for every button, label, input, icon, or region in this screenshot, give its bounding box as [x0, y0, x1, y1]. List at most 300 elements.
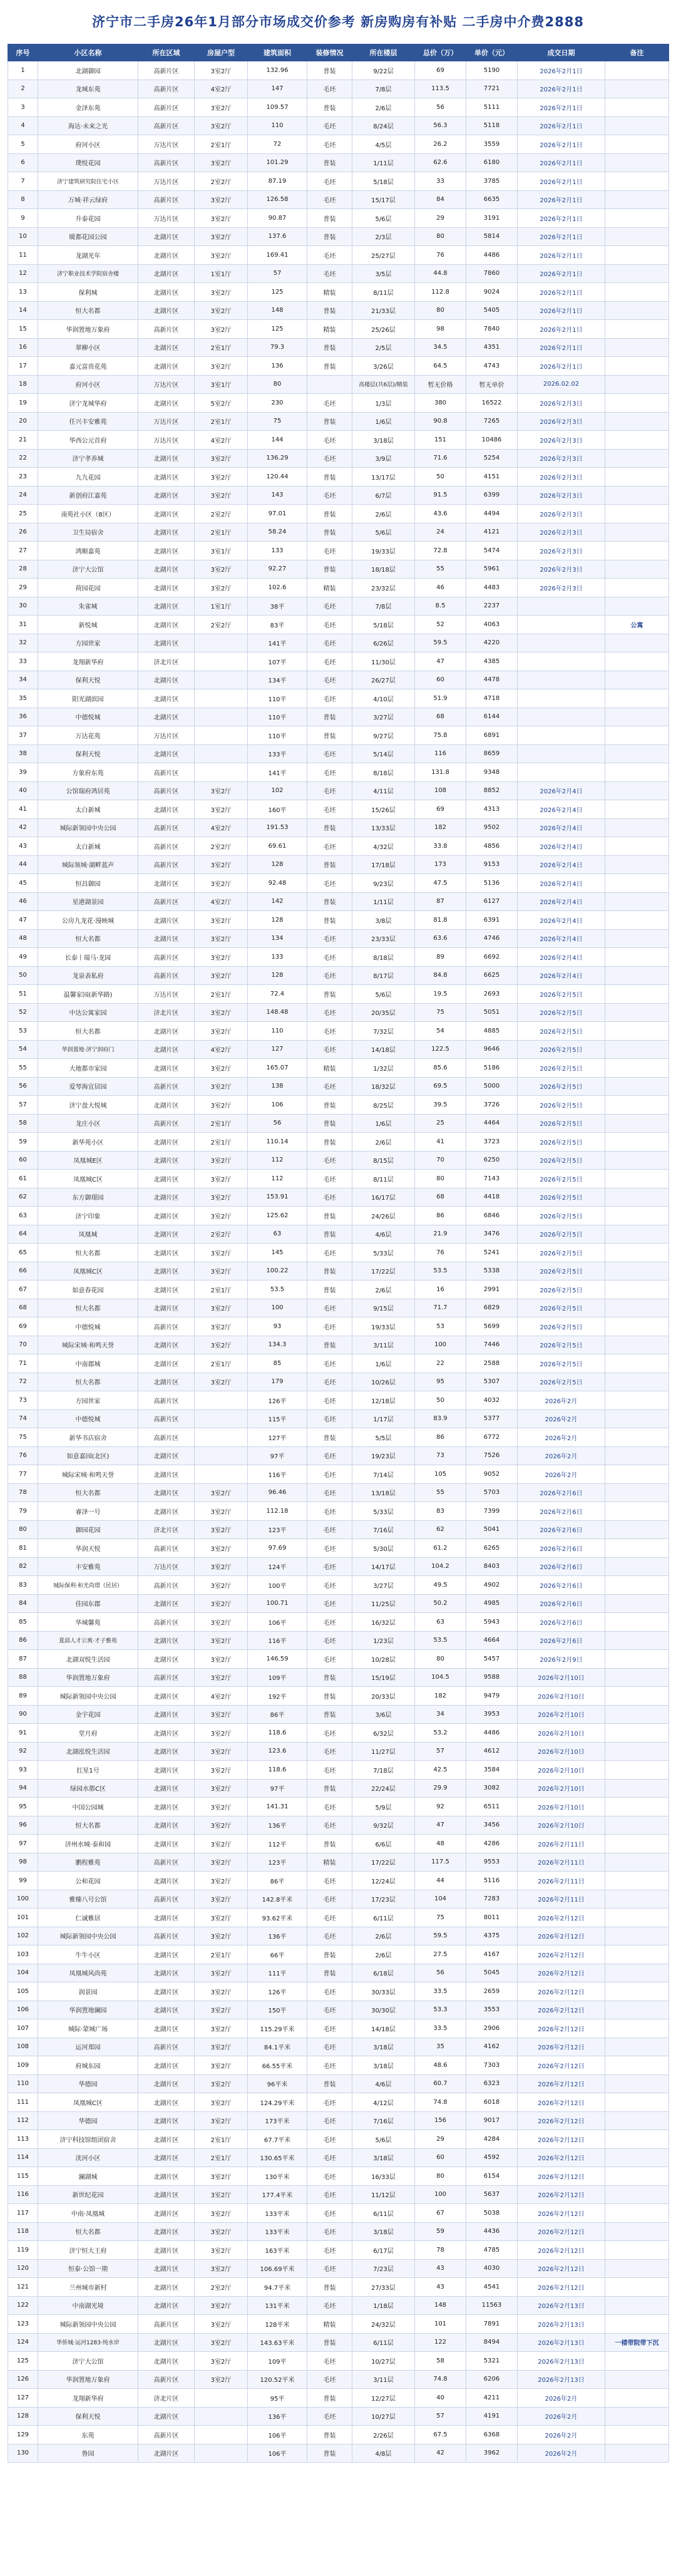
cell-index: 31 — [8, 616, 38, 634]
cell-unit-price: 4375 — [466, 1927, 518, 1945]
cell-deal-date: 2026年2月5日 — [518, 1299, 605, 1317]
cell-district: 北湖片区 — [138, 874, 195, 893]
cell-index: 21 — [8, 431, 38, 450]
cell-decoration: 毛坯 — [307, 1317, 352, 1336]
cell-floor: 3/27层 — [352, 1576, 415, 1595]
cell-area: 133 — [248, 948, 307, 967]
cell-district: 高新片区 — [138, 1927, 195, 1945]
cell-deal-date: 2026.02.02 — [518, 375, 605, 394]
cell-index: 92 — [8, 1742, 38, 1761]
cell-area: 57 — [248, 264, 307, 283]
cell-total-price: 98 — [415, 320, 466, 339]
cell-district: 高新片区 — [138, 80, 195, 98]
cell-district: 北湖片区 — [138, 2001, 195, 2019]
table-row — [8, 1982, 669, 2001]
cell-district: 高新片区 — [138, 1576, 195, 1595]
cell-decoration: 毛坯 — [307, 1022, 352, 1041]
cell-deal-date — [518, 763, 605, 782]
cell-unit-price: 5307 — [466, 1373, 518, 1391]
cell-index: 12 — [8, 264, 38, 283]
cell-district: 北湖片区 — [138, 246, 195, 265]
table-row — [8, 301, 669, 320]
cell-deal-date: 2026年2月10日 — [518, 1761, 605, 1780]
cell-remark — [605, 1225, 669, 1244]
cell-total-price: 72.8 — [415, 542, 466, 560]
cell-unit-price: 5116 — [466, 1872, 518, 1890]
cell-layout — [195, 1409, 248, 1428]
cell-district: 北湖片区 — [138, 1742, 195, 1761]
cell-unit-price: 2693 — [466, 985, 518, 1004]
cell-total-price: 54 — [415, 1022, 466, 1041]
cell-total-price: 59.5 — [415, 1927, 466, 1945]
cell-district: 高新片区 — [138, 892, 195, 911]
cell-district: 北湖片区 — [138, 671, 195, 689]
cell-community: 中南·凤凰城 — [38, 2204, 138, 2223]
cell-remark — [605, 781, 669, 800]
cell-floor: 8/18层 — [352, 763, 415, 782]
cell-community: 华德园 — [38, 2074, 138, 2093]
cell-community: 鲁园 — [38, 2444, 138, 2463]
cell-deal-date: 2026年2月10日 — [518, 1724, 605, 1743]
cell-deal-date — [518, 689, 605, 708]
table-row — [8, 800, 669, 819]
cell-area: 110平 — [248, 726, 307, 745]
table-row — [8, 634, 669, 652]
cell-district: 北湖片区 — [138, 1225, 195, 1244]
cell-district: 北湖片区 — [138, 616, 195, 634]
cell-index: 11 — [8, 246, 38, 265]
cell-total-price: 58 — [415, 2352, 466, 2371]
cell-unit-price: 4478 — [466, 671, 518, 689]
cell-community: 济宁龙城华府 — [38, 394, 138, 413]
cell-community: 龙城东苑 — [38, 80, 138, 98]
cell-community: 府河小区 — [38, 135, 138, 154]
cell-community: 暖都花园公园 — [38, 227, 138, 246]
cell-deal-date: 2026年2月5日 — [518, 1151, 605, 1170]
cell-total-price: 68 — [415, 1188, 466, 1207]
cell-index: 101 — [8, 1909, 38, 1927]
cell-index: 38 — [8, 744, 38, 763]
cell-area: 110平 — [248, 708, 307, 726]
cell-index: 55 — [8, 1059, 38, 1078]
cell-district: 济北片区 — [138, 2389, 195, 2408]
table-row — [8, 966, 669, 985]
cell-total-price: 48.6 — [415, 2056, 466, 2075]
cell-unit-price: 3785 — [466, 172, 518, 191]
cell-layout: 3室2厅 — [195, 1151, 248, 1170]
cell-index: 9 — [8, 209, 38, 228]
cell-area: 136平 — [248, 2407, 307, 2426]
cell-total-price: 83.9 — [415, 1409, 466, 1428]
cell-decoration: 毛坯 — [307, 1151, 352, 1170]
cell-layout: 2室1厅 — [195, 338, 248, 357]
cell-decoration: 毛坯 — [307, 2407, 352, 2426]
cell-decoration: 毛坯 — [307, 2038, 352, 2056]
cell-decoration: 普装 — [307, 301, 352, 320]
cell-layout: 3室2厅 — [195, 781, 248, 800]
cell-index: 54 — [8, 1040, 38, 1059]
cell-area: 141.31 — [248, 1798, 307, 1816]
cell-index: 107 — [8, 2019, 38, 2038]
cell-remark — [605, 2444, 669, 2463]
cell-unit-price: 5241 — [466, 1244, 518, 1262]
cell-layout: 3室2厅 — [195, 301, 248, 320]
cell-remark — [605, 2111, 669, 2130]
cell-decoration: 毛坯 — [307, 2370, 352, 2389]
table-row — [8, 2426, 669, 2445]
cell-floor: 27/33层 — [352, 2278, 415, 2297]
cell-layout: 3室2厅 — [195, 1317, 248, 1336]
cell-unit-price: 5186 — [466, 1059, 518, 1078]
cell-remark — [605, 855, 669, 874]
cell-floor: 8/24层 — [352, 116, 415, 135]
cell-remark — [605, 1428, 669, 1447]
cell-district: 万达片区 — [138, 375, 195, 394]
table-row — [8, 1114, 669, 1133]
cell-community: 九九花园 — [38, 468, 138, 487]
cell-community: 雅臻八号公馆 — [38, 1890, 138, 1909]
cell-area: 85 — [248, 1354, 307, 1373]
cell-index: 116 — [8, 2185, 38, 2204]
cell-area: 115平 — [248, 1409, 307, 1428]
cell-district: 北湖片区 — [138, 227, 195, 246]
cell-floor: 19/23层 — [352, 1446, 415, 1465]
cell-decoration: 毛坯 — [307, 431, 352, 450]
cell-floor: 4/8层 — [352, 2444, 415, 2463]
cell-decoration: 毛坯 — [307, 616, 352, 634]
cell-deal-date: 2026年2月5日 — [518, 1170, 605, 1188]
cell-index: 110 — [8, 2074, 38, 2093]
cell-area: 58.24 — [248, 523, 307, 542]
cell-total-price: 380 — [415, 394, 466, 413]
cell-deal-date: 2026年2月 — [518, 1465, 605, 1484]
cell-layout: 3室2厅 — [195, 283, 248, 302]
cell-area: 66.55平米 — [248, 2056, 307, 2075]
cell-decoration: 毛坯 — [307, 264, 352, 283]
cell-area: 100平 — [248, 1576, 307, 1595]
cell-index: 115 — [8, 2167, 38, 2186]
cell-unit-price: 7721 — [466, 80, 518, 98]
cell-floor: 10/26层 — [352, 1373, 415, 1391]
cell-floor: 9/22层 — [352, 61, 415, 80]
cell-district: 北湖片区 — [138, 2444, 195, 2463]
cell-decoration: 毛坯 — [307, 1576, 352, 1595]
cell-deal-date: 2026年2月1日 — [518, 264, 605, 283]
cell-deal-date: 2026年2月4日 — [518, 874, 605, 893]
cell-area: 112.18 — [248, 1502, 307, 1521]
cell-area: 112 — [248, 1151, 307, 1170]
cell-deal-date: 2026年2月11日 — [518, 1853, 605, 1872]
cell-deal-date: 2026年2月5日 — [518, 1022, 605, 1041]
cell-index: 27 — [8, 542, 38, 560]
transaction-table — [8, 44, 669, 2463]
table-body — [8, 61, 669, 2463]
cell-unit-price: 7840 — [466, 320, 518, 339]
cell-unit-price: 6154 — [466, 2167, 518, 2186]
cell-district: 万达片区 — [138, 1557, 195, 1576]
cell-decoration: 毛坯 — [307, 1890, 352, 1909]
cell-community: 华城馨苑 — [38, 1613, 138, 1632]
table-row — [8, 468, 669, 487]
cell-decoration: 毛坯 — [307, 1520, 352, 1539]
cell-layout: 3室2厅 — [195, 1336, 248, 1354]
cell-remark — [605, 1502, 669, 1521]
cell-unit-price: 5699 — [466, 1317, 518, 1336]
cell-index: 46 — [8, 892, 38, 911]
cell-district: 高新片区 — [138, 1428, 195, 1447]
cell-remark — [605, 1890, 669, 1909]
cell-district: 高新片区 — [138, 116, 195, 135]
cell-layout: 3室2厅 — [195, 1244, 248, 1262]
cell-unit-price: 6692 — [466, 948, 518, 967]
cell-deal-date: 2026年2月6日 — [518, 1576, 605, 1595]
cell-total-price: 78 — [415, 2241, 466, 2260]
cell-remark — [605, 1040, 669, 1059]
cell-deal-date: 2026年2月1日 — [518, 61, 605, 80]
cell-unit-price: 3953 — [466, 1705, 518, 1724]
cell-floor: 5/6层 — [352, 209, 415, 228]
cell-area: 126平 — [248, 1982, 307, 2001]
cell-index: 44 — [8, 855, 38, 874]
cell-district: 高新片区 — [138, 1409, 195, 1428]
cell-unit-price: 9052 — [466, 1465, 518, 1484]
cell-deal-date: 2026年2月5日 — [518, 1040, 605, 1059]
cell-total-price: 104.2 — [415, 1557, 466, 1576]
cell-floor: 5/14层 — [352, 744, 415, 763]
cell-area: 106.69平米 — [248, 2259, 307, 2278]
cell-layout: 3室2厅 — [195, 1299, 248, 1317]
cell-district: 高新片区 — [138, 818, 195, 837]
table-row — [8, 2241, 669, 2260]
cell-deal-date: 2026年2月5日 — [518, 985, 605, 1004]
cell-community: 济宁建筑研究院住宅小区 — [38, 172, 138, 191]
cell-community: 恒昌御园 — [38, 874, 138, 893]
cell-district: 北湖片区 — [138, 1835, 195, 1853]
cell-area: 96平米 — [248, 2074, 307, 2093]
cell-area: 127平 — [248, 1428, 307, 1447]
cell-index: 87 — [8, 1650, 38, 1669]
cell-layout: 3室2厅 — [195, 468, 248, 487]
cell-decoration: 普装 — [307, 1207, 352, 1225]
cell-total-price: 26.2 — [415, 135, 466, 154]
cell-total-price: 80 — [415, 1170, 466, 1188]
cell-total-price: 62 — [415, 1520, 466, 1539]
cell-deal-date: 2026年2月12日 — [518, 1927, 605, 1945]
cell-decoration: 毛坯 — [307, 135, 352, 154]
cell-community: 新华苑小区 — [38, 1133, 138, 1151]
cell-total-price: 48 — [415, 1835, 466, 1853]
cell-index: 64 — [8, 1225, 38, 1244]
cell-area: 137.6 — [248, 227, 307, 246]
cell-area: 111平 — [248, 1964, 307, 1982]
cell-unit-price: 4030 — [466, 2259, 518, 2278]
cell-district: 北湖片区 — [138, 1872, 195, 1890]
cell-area: 123平 — [248, 1520, 307, 1539]
cell-floor: 13/33层 — [352, 818, 415, 837]
cell-area: 118.6 — [248, 1724, 307, 1743]
cell-layout: 3室2厅 — [195, 2019, 248, 2038]
cell-layout: 3室2厅 — [195, 209, 248, 228]
cell-floor: 21/33层 — [352, 301, 415, 320]
cell-remark — [605, 80, 669, 98]
cell-layout: 3室2厅 — [195, 1872, 248, 1890]
cell-floor: 20/35层 — [352, 1003, 415, 1022]
cell-unit-price: 4486 — [466, 1724, 518, 1743]
cell-remark — [605, 560, 669, 579]
cell-area: 109平 — [248, 2352, 307, 2371]
cell-floor: 1/23层 — [352, 1631, 415, 1650]
cell-decoration: 毛坯 — [307, 1077, 352, 1096]
cell-layout: 3室2厅 — [195, 1982, 248, 2001]
cell-total-price: 53 — [415, 1317, 466, 1336]
cell-deal-date: 2026年2月11日 — [518, 1872, 605, 1890]
cell-community: 鸿顺嘉苑 — [38, 542, 138, 560]
cell-unit-price: 暂无单价 — [466, 375, 518, 394]
cell-remark — [605, 1779, 669, 1798]
cell-unit-price: 6846 — [466, 1207, 518, 1225]
table-row — [8, 449, 669, 468]
cell-layout: 3室2厅 — [195, 357, 248, 376]
cell-layout: 3室2厅 — [195, 1853, 248, 1872]
cell-layout: 3室2厅 — [195, 2315, 248, 2334]
cell-deal-date: 2026年2月12日 — [518, 2111, 605, 2130]
cell-layout: 3室2厅 — [195, 1576, 248, 1595]
cell-unit-price: 9646 — [466, 1040, 518, 1059]
cell-layout: 2室1厅 — [195, 523, 248, 542]
cell-floor: 6/18层 — [352, 1964, 415, 1982]
cell-district: 济北片区 — [138, 1520, 195, 1539]
cell-layout: 3室2厅 — [195, 1964, 248, 1982]
cell-remark — [605, 2204, 669, 2223]
cell-layout — [195, 2444, 248, 2463]
cell-index: 63 — [8, 1207, 38, 1225]
table-row — [8, 911, 669, 930]
cell-community: 华德园 — [38, 2111, 138, 2130]
cell-decoration: 毛坯 — [307, 2352, 352, 2371]
cell-remark — [605, 800, 669, 819]
cell-index: 57 — [8, 1096, 38, 1115]
cell-remark — [605, 449, 669, 468]
cell-unit-price: 9479 — [466, 1687, 518, 1706]
table-row — [8, 1687, 669, 1706]
cell-area: 115.29平米 — [248, 2019, 307, 2038]
cell-layout: 3室2厅 — [195, 1594, 248, 1613]
cell-floor: 3/18层 — [352, 431, 415, 450]
cell-remark — [605, 98, 669, 117]
cell-unit-price: 4211 — [466, 2389, 518, 2408]
cell-unit-price: 9502 — [466, 818, 518, 837]
cell-decoration: 毛坯 — [307, 597, 352, 616]
cell-community: 澜湖城 — [38, 2167, 138, 2186]
header-col-area: 建筑面积 — [248, 44, 307, 61]
cell-layout: 3室2厅 — [195, 61, 248, 80]
cell-deal-date: 2026年2月12日 — [518, 1945, 605, 1964]
cell-remark — [605, 985, 669, 1004]
cell-total-price: 87 — [415, 892, 466, 911]
cell-index: 65 — [8, 1244, 38, 1262]
cell-community: 海达·未来之光 — [38, 116, 138, 135]
cell-remark — [605, 1705, 669, 1724]
cell-total-price: 63 — [415, 1613, 466, 1632]
cell-area: 112 — [248, 1170, 307, 1188]
cell-total-price: 56 — [415, 1964, 466, 1982]
cell-index: 30 — [8, 597, 38, 616]
cell-floor: 6/7层 — [352, 486, 415, 505]
cell-remark — [605, 1465, 669, 1484]
cell-remark — [605, 1446, 669, 1465]
cell-deal-date: 2026年2月4日 — [518, 837, 605, 856]
cell-decoration: 普装 — [307, 1133, 352, 1151]
cell-floor: 7/18层 — [352, 1761, 415, 1780]
table-row — [8, 781, 669, 800]
cell-community: 洸河小区 — [38, 2148, 138, 2167]
cell-remark — [605, 2019, 669, 2038]
cell-floor: 10/27层 — [352, 2407, 415, 2426]
cell-district: 高新片区 — [138, 61, 195, 80]
cell-community: 升泰花园 — [38, 209, 138, 228]
cell-remark — [605, 597, 669, 616]
cell-remark — [605, 431, 669, 450]
cell-layout: 3室2厅 — [195, 1557, 248, 1576]
cell-community: 堂月府 — [38, 1724, 138, 1743]
cell-floor: 14/17层 — [352, 1557, 415, 1576]
cell-decoration: 毛坯 — [307, 2019, 352, 2038]
cell-community: 公和花园 — [38, 1872, 138, 1890]
cell-district: 北湖片区 — [138, 1022, 195, 1041]
cell-layout: 3室2厅 — [195, 1003, 248, 1022]
cell-community: 朱雀城 — [38, 597, 138, 616]
cell-floor: 1/32层 — [352, 1059, 415, 1078]
cell-unit-price: 5338 — [466, 1262, 518, 1280]
cell-deal-date: 2026年2月1日 — [518, 320, 605, 339]
cell-remark — [605, 1872, 669, 1890]
cell-decoration: 毛坯 — [307, 1354, 352, 1373]
table-row — [8, 671, 669, 689]
cell-index: 58 — [8, 1114, 38, 1133]
cell-district: 万达片区 — [138, 726, 195, 745]
table-row — [8, 1853, 669, 1872]
cell-floor: 2/5层 — [352, 338, 415, 357]
cell-district: 高新片区 — [138, 948, 195, 967]
cell-decoration: 普装 — [307, 98, 352, 117]
cell-index: 112 — [8, 2111, 38, 2130]
cell-community: 华润置地万象府 — [38, 320, 138, 339]
cell-district: 高新片区 — [138, 190, 195, 209]
cell-unit-price: 16522 — [466, 394, 518, 413]
cell-unit-price: 5321 — [466, 2352, 518, 2371]
cell-community: 城际·蒙城广场 — [38, 2019, 138, 2038]
cell-decoration: 毛坯 — [307, 190, 352, 209]
cell-total-price: 75 — [415, 1003, 466, 1022]
cell-district: 北湖片区 — [138, 505, 195, 523]
cell-deal-date — [518, 652, 605, 671]
cell-district: 北湖片区 — [138, 1816, 195, 1835]
table-row — [8, 1724, 669, 1743]
table-row — [8, 98, 669, 117]
cell-deal-date: 2026年2月6日 — [518, 1502, 605, 1521]
cell-index: 111 — [8, 2093, 38, 2112]
cell-unit-price: 6391 — [466, 911, 518, 930]
cell-community: 保利天悦 — [38, 744, 138, 763]
cell-unit-price: 4718 — [466, 689, 518, 708]
cell-total-price: 63.6 — [415, 929, 466, 948]
cell-total-price: 86 — [415, 1207, 466, 1225]
cell-unit-price: 7143 — [466, 1170, 518, 1188]
cell-index: 129 — [8, 2426, 38, 2445]
cell-decoration: 普装 — [307, 209, 352, 228]
cell-remark — [605, 542, 669, 560]
table-row — [8, 1207, 669, 1225]
